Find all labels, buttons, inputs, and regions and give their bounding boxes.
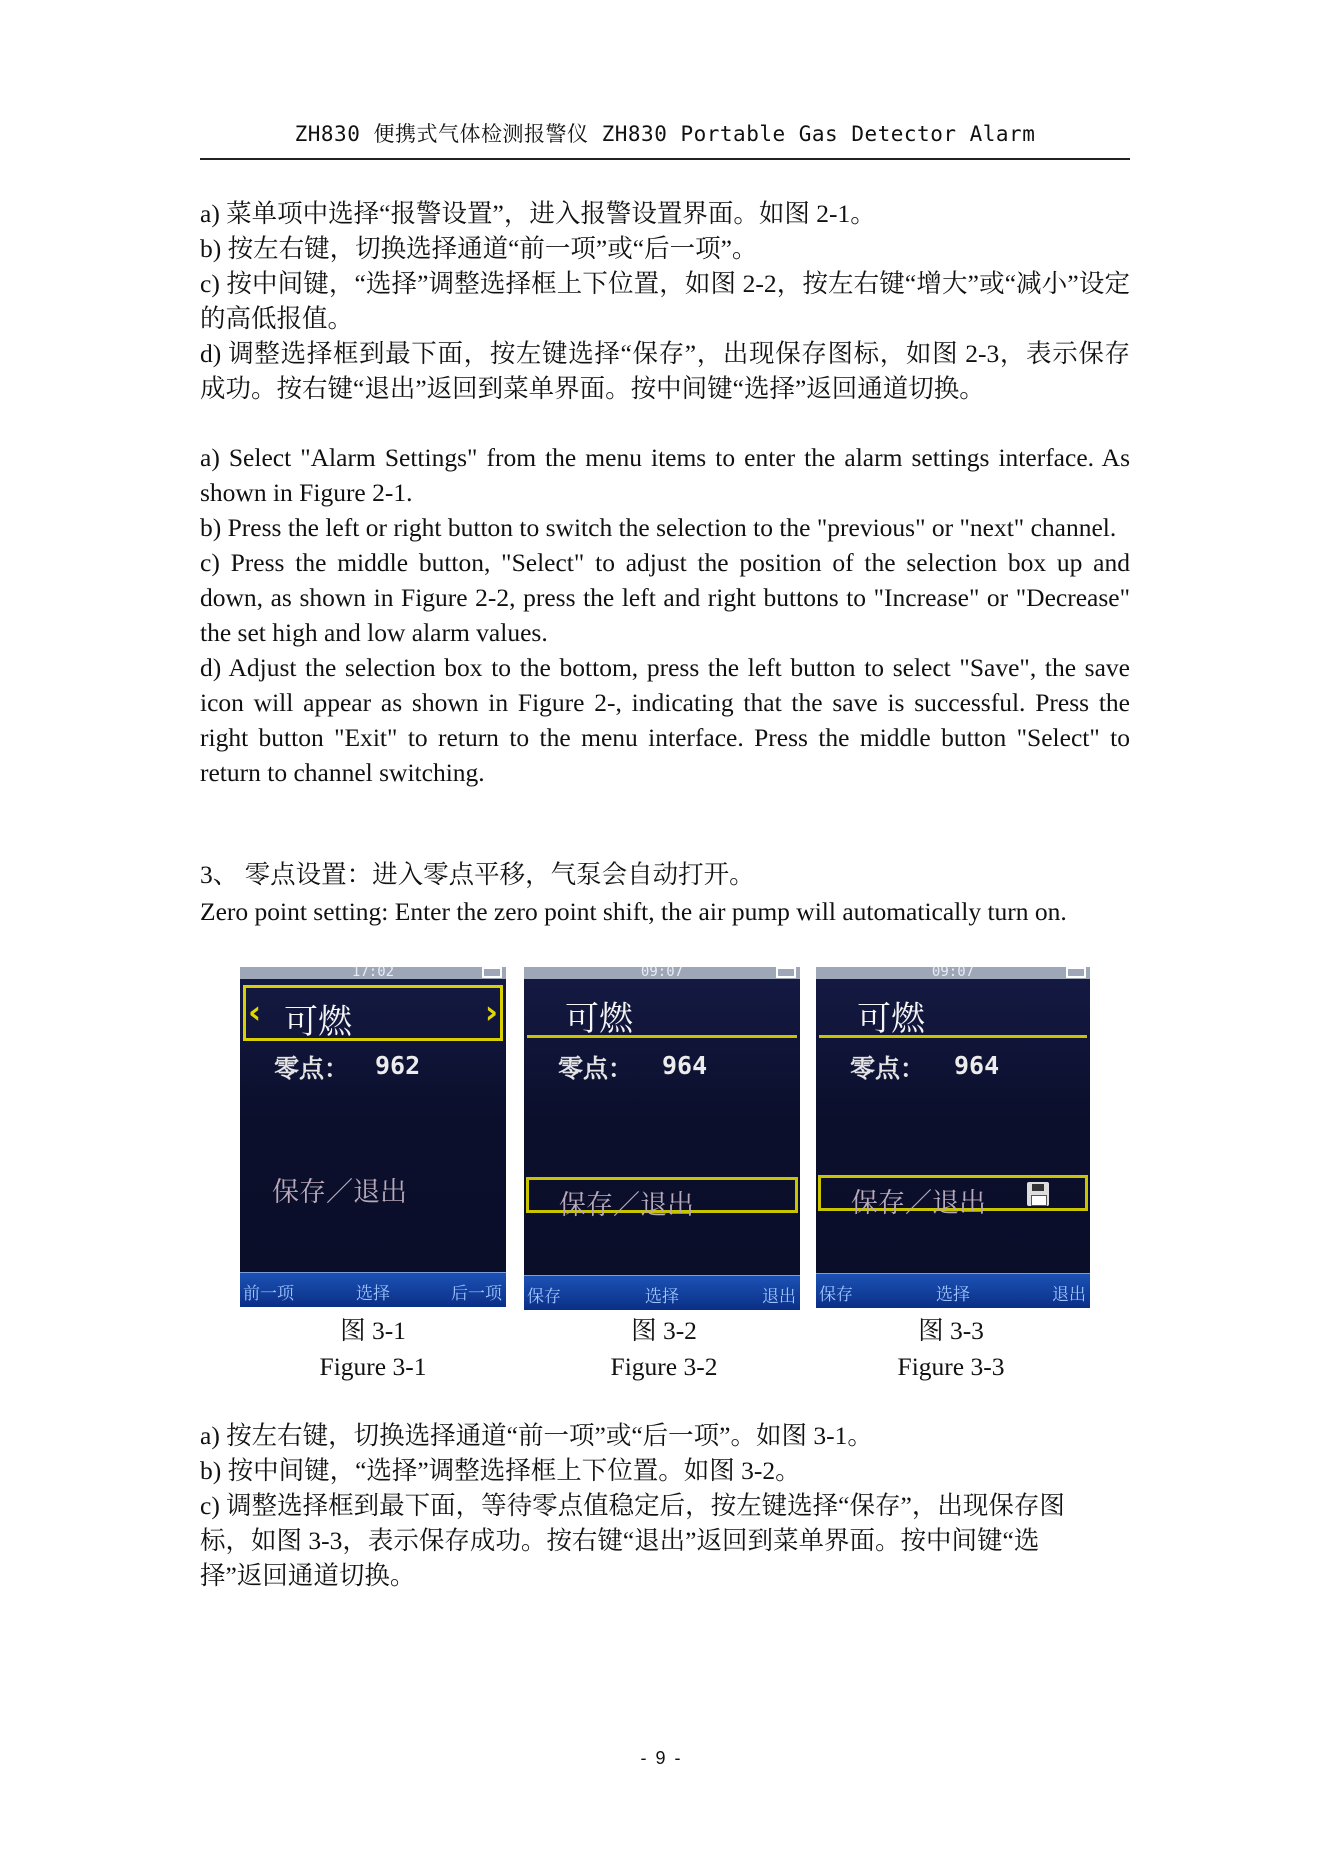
caption-zh: 图 3-3	[918, 1316, 984, 1345]
softkey-right: 退出	[1052, 1285, 1086, 1305]
clock: 17:02	[351, 967, 395, 980]
figure-caption-3-2	[544, 1313, 784, 1385]
en-step-b: b) Press the left or right button to switch the selection to the "previous" or "next" channel.	[200, 513, 1117, 542]
save-exit-label: 保存／退出	[272, 1177, 407, 1208]
softkey-right: 退出	[762, 1287, 796, 1307]
softkey-middle: 选择	[936, 1285, 970, 1305]
zh-step-c: c) 按中间键，“选择”调整选择框上下位置，如图 2-2，按左右键“增大”或“减小”设定的高低报值。	[200, 269, 1130, 333]
caption-zh: 图 3-2	[631, 1316, 697, 1345]
figure-3-2	[524, 967, 800, 1310]
channel-title-row	[527, 985, 797, 1038]
softkey-middle: 选择	[645, 1287, 679, 1307]
softkey-bar	[524, 1275, 800, 1310]
zh3-step-a: a) 按左右键，切换选择通道“前一项”或“后一项”。如图 3-1。	[200, 1421, 873, 1450]
header-rule	[200, 158, 1130, 160]
clock: 09:07	[931, 967, 975, 980]
figure-caption-3-3	[831, 1313, 1071, 1385]
save-exit-row	[242, 1167, 504, 1208]
figure-caption-3-1	[253, 1313, 493, 1385]
figure-3-1	[240, 967, 506, 1307]
zh-step-d: d) 调整选择框到最下面，按左键选择“保存”，出现保存图标，如图 2-3，表示保存成功。按右键“退出”返回到菜单界面。按中间键“选择”返回通道切换。	[200, 339, 1130, 403]
channel-title: 可燃	[284, 1002, 352, 1042]
softkey-bar	[240, 1272, 506, 1307]
caption-en: Figure 3-3	[897, 1352, 1005, 1381]
zero-label: 零点：	[850, 1054, 926, 1083]
section3-zh: 3、 零点设置：进入零点平移，气泵会自动打开。	[200, 860, 755, 889]
page-header: ZH830 便携式气体检测报警仪 ZH830 Portable Gas Detector Alarm	[294, 122, 1036, 146]
en-step-a: a) Select "Alarm Settings" from the menu items to enter the alarm settings interface. As shown in Figure 2-1.	[200, 443, 1130, 507]
softkey-left: 保存	[527, 1287, 561, 1307]
caption-en: Figure 3-2	[610, 1352, 718, 1381]
zh-instructions-section3	[200, 1418, 1070, 1593]
figure-3-3	[816, 967, 1090, 1308]
page-number: - 9 -	[640, 1748, 683, 1768]
save-icon	[1027, 1182, 1049, 1206]
section3-heading	[200, 857, 1130, 929]
en-step-c: c) Press the middle button, "Select" to adjust the position of the selection box up and down, as shown in Figure 2-2, press the left and right buttons to "Increase" or "Decrease" the set high and low alarm values.	[200, 548, 1130, 647]
section3-en: Zero point setting: Enter the zero point shift, the air pump will automatically turn on.	[200, 897, 1067, 926]
arrow-right-icon: ›	[484, 993, 498, 1031]
caption-zh: 图 3-1	[340, 1316, 406, 1345]
channel-title: 可燃	[857, 999, 925, 1039]
clock: 09:07	[640, 967, 684, 980]
en-step-d: d) Adjust the selection box to the bottom, press the left button to select "Save", the save icon will appear as shown in Figure 2-, indicating that the save is successful. Press the right button "Exit" to return to the menu interface. Press the middle button "Select" to return to channel switching.	[200, 653, 1130, 787]
zero-label: 零点：	[558, 1054, 634, 1083]
save-exit-label: 保存／退出	[559, 1190, 694, 1221]
softkey-left: 保存	[819, 1285, 853, 1305]
zero-label: 零点：	[274, 1054, 350, 1083]
save-exit-label: 保存／退出	[851, 1188, 986, 1219]
zero-value: 962	[375, 1051, 421, 1080]
zh-step-a: a) 菜单项中选择“报警设置”，进入报警设置界面。如图 2-1。	[200, 199, 876, 228]
softkey-right: 后一项	[451, 1284, 502, 1304]
save-exit-select-box	[818, 1175, 1088, 1219]
save-exit-select-box	[526, 1177, 798, 1221]
channel-title-row	[819, 985, 1087, 1038]
zh3-step-c: c) 调整选择框到最下面，等待零点值稳定后，按左键选择“保存”，出现保存图标，如图 3-3，表示保存成功。按右键“退出”返回到菜单界面。按中间键“选择”返回通道切换。	[200, 1491, 1065, 1590]
zh-instructions-section2	[200, 196, 1130, 406]
channel-title: 可燃	[565, 999, 633, 1039]
softkey-left: 前一项	[243, 1284, 294, 1304]
battery-icon	[482, 967, 502, 978]
channel-select-box	[243, 985, 503, 1041]
battery-icon	[776, 967, 796, 978]
zh-step-b: b) 按左右键，切换选择通道“前一项”或“后一项”。	[200, 234, 758, 263]
zero-value: 964	[662, 1051, 708, 1080]
arrow-left-icon: ‹	[248, 993, 262, 1031]
zh3-step-b: b) 按中间键，“选择”调整选择框上下位置。如图 3-2。	[200, 1456, 801, 1485]
softkey-middle: 选择	[356, 1284, 390, 1304]
softkey-bar	[816, 1273, 1090, 1308]
caption-en: Figure 3-1	[319, 1352, 427, 1381]
en-instructions-section2	[200, 440, 1130, 790]
zero-value: 964	[954, 1051, 1000, 1080]
battery-icon	[1066, 967, 1086, 978]
